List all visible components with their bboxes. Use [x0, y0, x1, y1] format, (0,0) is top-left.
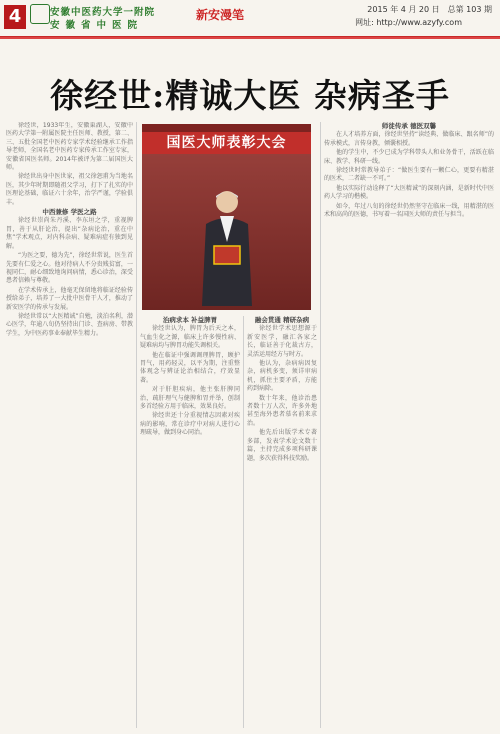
paragraph: 徐经世学术思想源于新安医学，融汇各家之长，临证善于化裁古方，灵活运用经方与时方。 — [247, 325, 317, 358]
article-column-3 — [247, 316, 317, 728]
hospital-logo-icon — [30, 4, 50, 24]
paragraph: 徐经世出身中医世家，祖父徐恕甫为当地名医，其少年时期即随祖父学习，打下了扎实的中医理论基础，临证六十余年，治学严谨，学验俱丰。 — [6, 173, 133, 206]
subhead: 融会贯通 精研杂病 — [254, 316, 310, 324]
paragraph: 徐经世崇尚朱丹溪、李东垣之学，重视脾胃，善于从肝论治，提出“杂病论治，重在中焦”学术观点，对内科杂病、疑难病症有独到见解。 — [6, 217, 133, 250]
column-divider — [136, 122, 137, 728]
paragraph: 徐经世认为，脾胃为后天之本，气血生化之源，临床上许多慢性病、疑难病均与脾胃功能失调相关。 — [140, 325, 240, 350]
issue-date: 2015 年 4 月 20 日 总第 103 期 — [367, 5, 492, 14]
article-column-4 — [324, 122, 494, 728]
header-divider — [0, 37, 500, 39]
subhead: 治病求本 补益脾胃 — [162, 316, 218, 324]
award-photo — [142, 124, 311, 310]
article-title: 徐经世:精诚大医 杂病圣手 — [50, 76, 450, 115]
paragraph: 如今，年过八旬的徐经世仍然坚守在临床一线，用精湛的医术和高尚的医德，书写着一名国医大师的责任与担当。 — [324, 202, 494, 219]
paragraph: 徐经世时常教导弟子：“做医生要有一颗仁心，更要有精湛的医术，二者缺一不可。” — [324, 167, 494, 183]
paragraph: 数十年来，他诊治患者数十万人次，许多外地甚至海外患者慕名前来求治。 — [247, 394, 317, 427]
person-figure-icon — [192, 184, 262, 306]
paragraph: 他以实际行动诠释了“大医精诚”的深刻内涵，是新时代中医药人学习的楷模。 — [324, 184, 494, 201]
column-divider — [320, 122, 321, 728]
page-number: 4 — [4, 5, 26, 29]
paragraph: 徐经世常以“大医精诚”自勉，淡泊名利，潜心医学，年逾八旬仍坚持出门诊、查病房、带教学生，为中医药事业奉献毕生精力。 — [6, 312, 133, 337]
paragraph: 徐经世还十分重视情志因素对疾病的影响，常在诊疗中对病人进行心理疏导，做到身心同治。 — [140, 412, 240, 437]
paragraph: 对于肝胆疾病，他主张肝脾同治，疏肝理气与健脾和胃并举，创制多首经验方用于临床，效果良好。 — [140, 386, 240, 411]
photo-banner: 国医大师表彰大会 — [142, 132, 311, 154]
paragraph: 他在临证中强调调理脾胃，顾护胃气，用药轻灵，以平为期，注重整体观念与辨证论治相结合，疗效显著。 — [140, 351, 240, 384]
column-divider — [243, 316, 244, 728]
paragraph: “为医之要，德为先”，徐经世常说，医生首先要有仁爱之心。他对待病人不分贵贱贫富，一视同仁，耐心细致地询问病情，悉心诊治，深受患者信赖与尊敬。 — [6, 252, 133, 285]
paragraph: 他先后出版学术专著多部，发表学术论文数十篇，主持完成多项科研课题，多次获得科技奖励。 — [247, 429, 317, 462]
article-column-1 — [6, 122, 133, 728]
subhead: 师徒传承 德医双馨 — [381, 122, 437, 130]
paper-name-line2: 安徽省中医院 — [50, 20, 144, 31]
page-header — [0, 0, 500, 38]
paragraph: 在学术传承上，他毫无保留地将临证经验传授给弟子，培养了一大批中医骨干人才，推动了新安医学的传承与发展。 — [6, 286, 133, 311]
paragraph: 徐经世，1933年生，安徽巢湖人，安徽中医药大学第一附属医院主任医师、教授，第二、三、五批全国老中医药专家学术经验继承工作指导老师，全国名老中医药专家传承工作室专家，安徽省国医名师。2014年被评为第二届国医大师。 — [6, 122, 133, 172]
paragraph: 在人才培养方面，徐经世坚持“读经典、做临床、跟名师”的传承模式，言传身教，倾囊相授。 — [324, 131, 494, 147]
section-title: 新安漫笔 — [196, 8, 245, 22]
article-column-2 — [140, 316, 240, 728]
paper-name-line1: 安徽中医药大学一附院 — [50, 7, 156, 18]
subhead: 中西兼修 学医之路 — [42, 208, 97, 217]
paragraph: 他的学生中，不少已成为学科带头人和业务骨干，活跃在临床、教学、科研一线。 — [324, 149, 494, 165]
paragraph: 他认为，杂病病因复杂，病机多变，须详审病机，抓住主要矛盾，方能药到病除。 — [247, 360, 317, 393]
website-url[interactable]: 网址: http://www.azyfy.com — [355, 18, 462, 27]
